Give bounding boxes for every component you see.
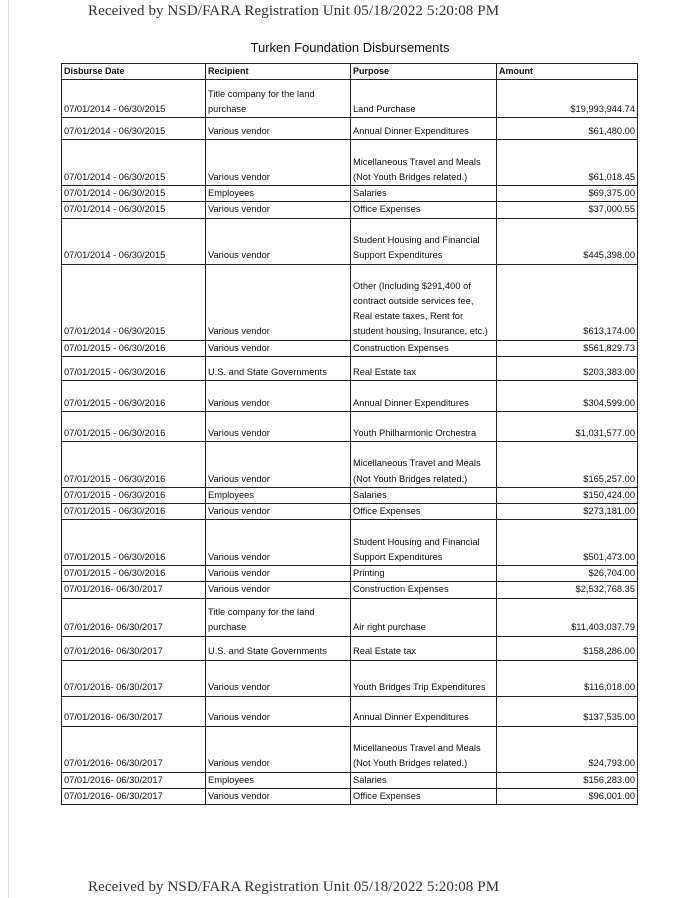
cell-recipient: Various vendor (206, 441, 351, 487)
cell-amount: $273,181.00 (497, 504, 638, 520)
table-body (62, 80, 638, 805)
cell-amount: $61,018.45 (497, 140, 638, 186)
cell-disburse-date: 07/01/2016- 06/30/2017 (62, 636, 206, 660)
cell-amount: $613,174.00 (497, 264, 638, 340)
table-row (62, 411, 638, 441)
cell-disburse-date: 07/01/2016- 06/30/2017 (62, 788, 206, 804)
cell-amount: $165,257.00 (497, 441, 638, 487)
cell-disburse-date: 07/01/2015 - 06/30/2016 (62, 356, 206, 380)
table-row (62, 696, 638, 726)
cell-purpose: Printing (351, 566, 497, 582)
cell-purpose: Micellaneous Travel and Meals (Not Youth Bridges related.) (351, 140, 497, 186)
cell-recipient: Various vendor (206, 340, 351, 356)
cell-recipient: Title company for the land purchase (206, 80, 351, 118)
table-row (62, 582, 638, 598)
cell-purpose: Annual Dinner Expenditures (351, 696, 497, 726)
cell-disburse-date: 07/01/2016- 06/30/2017 (62, 660, 206, 696)
cell-purpose: Student Housing and Financial Support Expenditures (351, 218, 497, 264)
cell-amount: $11,403,037.79 (497, 598, 638, 636)
cell-amount: $96,001.00 (497, 788, 638, 804)
cell-recipient: Employees (206, 186, 351, 202)
cell-disburse-date: 07/01/2014 - 06/30/2015 (62, 140, 206, 186)
cell-amount: $561,829.73 (497, 340, 638, 356)
cell-purpose: Other (Including $291,400 of contract outside services fee, Real estate taxes, Rent for student housing, Insurance, etc.) (351, 264, 497, 340)
cell-disburse-date: 07/01/2015 - 06/30/2016 (62, 520, 206, 566)
cell-recipient: Various vendor (206, 264, 351, 340)
cell-amount: $137,535.00 (497, 696, 638, 726)
table-row (62, 186, 638, 202)
cell-amount: $1,031,577.00 (497, 411, 638, 441)
cell-purpose: Real Estate tax (351, 356, 497, 380)
cell-disburse-date: 07/01/2016- 06/30/2017 (62, 726, 206, 772)
cell-recipient: Various vendor (206, 411, 351, 441)
cell-recipient: Various vendor (206, 788, 351, 804)
cell-amount: $2,532,768.35 (497, 582, 638, 598)
cell-purpose: Air right purchase (351, 598, 497, 636)
cell-amount: $156,283.00 (497, 772, 638, 788)
table-row (62, 520, 638, 566)
cell-amount: $304,599.00 (497, 380, 638, 411)
table-row (62, 264, 638, 340)
cell-purpose: Salaries (351, 487, 497, 503)
cell-purpose: Annual Dinner Expenditures (351, 380, 497, 411)
cell-recipient: Various vendor (206, 380, 351, 411)
cell-purpose: Annual Dinner Expenditures (351, 118, 497, 140)
cell-disburse-date: 07/01/2014 - 06/30/2015 (62, 118, 206, 140)
registration-stamp-footer: Received by NSD/FARA Registration Unit 05/18/2022 5:20:08 PM (88, 879, 500, 895)
table-row (62, 356, 638, 380)
cell-amount: $37,000.55 (497, 202, 638, 218)
cell-purpose: Student Housing and Financial Support Expenditures (351, 520, 497, 566)
cell-purpose: Micellaneous Travel and Meals (Not Youth Bridges related.) (351, 726, 497, 772)
cell-disburse-date: 07/01/2015 - 06/30/2016 (62, 566, 206, 582)
cell-purpose: Office Expenses (351, 788, 497, 804)
table-row (62, 380, 638, 411)
table-row (62, 504, 638, 520)
table-row (62, 118, 638, 140)
cell-recipient: Employees (206, 772, 351, 788)
cell-recipient: Various vendor (206, 140, 351, 186)
cell-disburse-date: 07/01/2015 - 06/30/2016 (62, 441, 206, 487)
cell-disburse-date: 07/01/2016- 06/30/2017 (62, 582, 206, 598)
table-row (62, 340, 638, 356)
cell-amount: $61,480.00 (497, 118, 638, 140)
cell-recipient: Various vendor (206, 660, 351, 696)
cell-amount: $150,424.00 (497, 487, 638, 503)
column-header-disburse-date: Disburse Date (62, 64, 206, 80)
table-row (62, 487, 638, 503)
cell-disburse-date: 07/01/2016- 06/30/2017 (62, 696, 206, 726)
cell-disburse-date: 07/01/2014 - 06/30/2015 (62, 218, 206, 264)
cell-amount: $24,793.00 (497, 726, 638, 772)
page-edge (8, 0, 9, 898)
cell-purpose: Youth Philharmonic Orchestra (351, 411, 497, 441)
cell-disburse-date: 07/01/2015 - 06/30/2016 (62, 504, 206, 520)
table-header-row (62, 64, 638, 80)
cell-recipient: U.S. and State Governments (206, 356, 351, 380)
cell-disburse-date: 07/01/2014 - 06/30/2015 (62, 264, 206, 340)
table-row (62, 441, 638, 487)
table-row (62, 598, 638, 636)
table-row (62, 202, 638, 218)
cell-recipient: Various vendor (206, 582, 351, 598)
cell-amount: $19,993,944.74 (497, 80, 638, 118)
cell-amount: $26,704.00 (497, 566, 638, 582)
table-row (62, 140, 638, 186)
cell-recipient: Various vendor (206, 504, 351, 520)
table-row (62, 218, 638, 264)
cell-disburse-date: 07/01/2016- 06/30/2017 (62, 598, 206, 636)
cell-amount: $69,375.00 (497, 186, 638, 202)
column-header-recipient: Recipient (206, 64, 351, 80)
table-row (62, 566, 638, 582)
table-row (62, 636, 638, 660)
cell-disburse-date: 07/01/2015 - 06/30/2016 (62, 487, 206, 503)
cell-disburse-date: 07/01/2015 - 06/30/2016 (62, 411, 206, 441)
cell-purpose: Land Purchase (351, 80, 497, 118)
cell-recipient: Various vendor (206, 118, 351, 140)
cell-amount: $501,473.00 (497, 520, 638, 566)
cell-amount: $445,398.00 (497, 218, 638, 264)
cell-disburse-date: 07/01/2016- 06/30/2017 (62, 772, 206, 788)
table-row (62, 660, 638, 696)
cell-recipient: Title company for the land purchase (206, 598, 351, 636)
cell-amount: $158,286.00 (497, 636, 638, 660)
disbursements-table (61, 63, 638, 805)
column-header-purpose: Purpose (351, 64, 497, 80)
cell-recipient: Various vendor (206, 696, 351, 726)
cell-recipient: Various vendor (206, 726, 351, 772)
cell-disburse-date: 07/01/2014 - 06/30/2015 (62, 80, 206, 118)
cell-purpose: Construction Expenses (351, 340, 497, 356)
document-title: Turken Foundation Disbursements (250, 40, 450, 55)
cell-purpose: Real Estate tax (351, 636, 497, 660)
cell-purpose: Youth Bridges Trip Expenditures (351, 660, 497, 696)
cell-purpose: Office Expenses (351, 202, 497, 218)
cell-disburse-date: 07/01/2015 - 06/30/2016 (62, 340, 206, 356)
cell-disburse-date: 07/01/2015 - 06/30/2016 (62, 380, 206, 411)
cell-purpose: Salaries (351, 772, 497, 788)
cell-purpose: Construction Expenses (351, 582, 497, 598)
cell-purpose: Micellaneous Travel and Meals (Not Youth Bridges related.) (351, 441, 497, 487)
cell-purpose: Office Expenses (351, 504, 497, 520)
cell-disburse-date: 07/01/2014 - 06/30/2015 (62, 186, 206, 202)
table-row (62, 788, 638, 804)
table-row (62, 772, 638, 788)
cell-recipient: U.S. and State Governments (206, 636, 351, 660)
table-row (62, 80, 638, 118)
cell-amount: $203,383.00 (497, 356, 638, 380)
cell-recipient: Various vendor (206, 218, 351, 264)
table-row (62, 726, 638, 772)
column-header-amount: Amount (497, 64, 638, 80)
cell-recipient: Various vendor (206, 566, 351, 582)
cell-disburse-date: 07/01/2014 - 06/30/2015 (62, 202, 206, 218)
cell-recipient: Various vendor (206, 202, 351, 218)
cell-purpose: Salaries (351, 186, 497, 202)
cell-recipient: Employees (206, 487, 351, 503)
registration-stamp-header: Received by NSD/FARA Registration Unit 05/18/2022 5:20:08 PM (88, 3, 500, 19)
cell-amount: $116,018.00 (497, 660, 638, 696)
cell-recipient: Various vendor (206, 520, 351, 566)
